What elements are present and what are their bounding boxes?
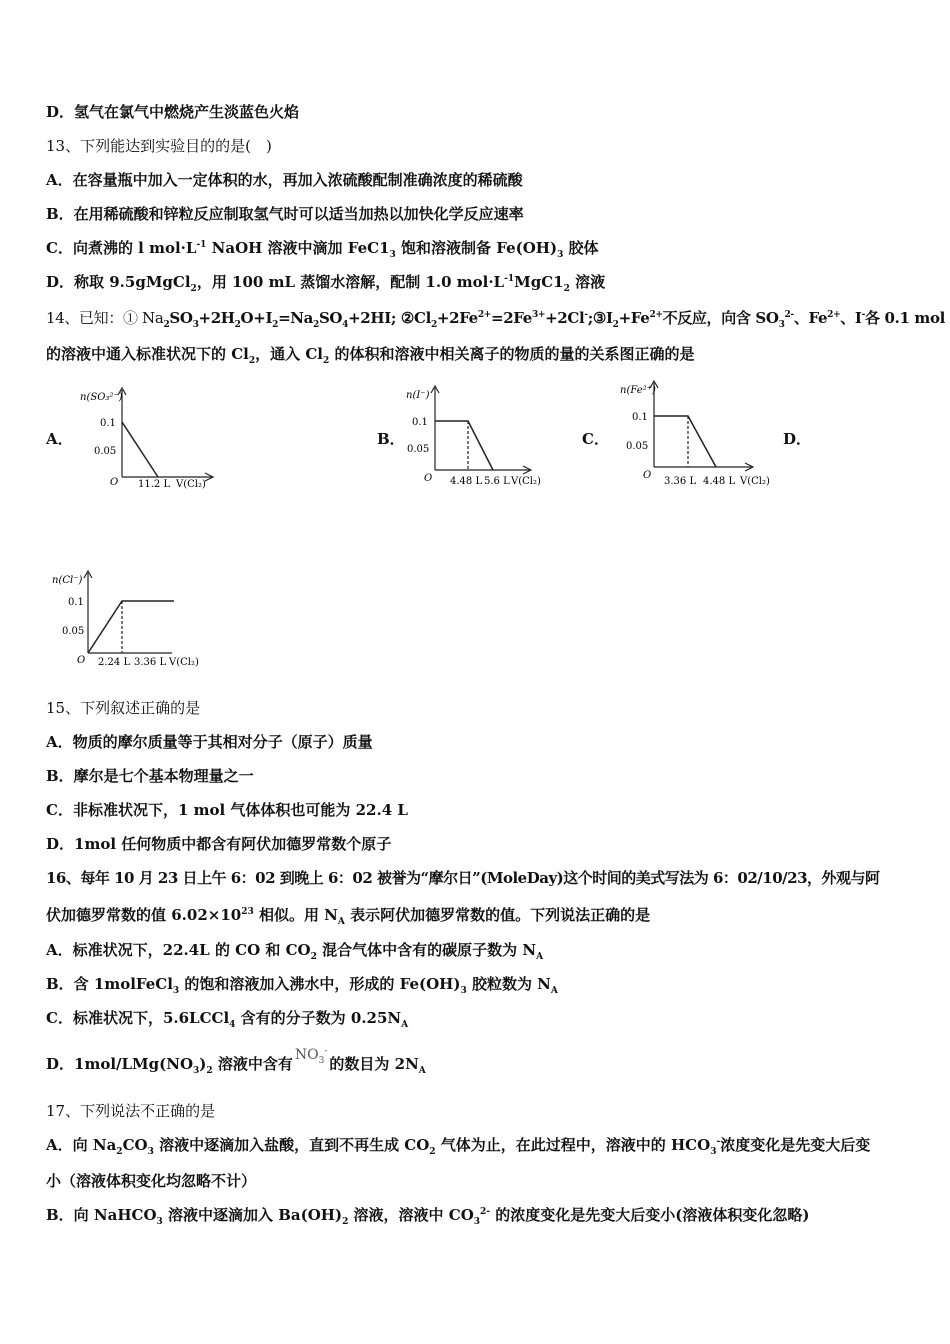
q14-option-a-label: A． — [46, 430, 73, 448]
q16-stem-line1: 16、每年 10 月 23 日上午 6：02 到晚上 6：02 被誉为“摩尔日”(MoleDay)这个时间的美式写法为 6：02/10/23，外观与阿 — [46, 869, 880, 887]
q12-option-d: D．氢气在氯气中燃烧产生淡蓝色火焰 — [46, 103, 300, 121]
q16-option-c: C．标准状况下，5.6LCCl$_4$ 含有的分子数为 $0.25N_A$ — [46, 1009, 409, 1030]
q14-option-d-label: D． — [783, 430, 812, 448]
graph-c-curve — [654, 416, 716, 467]
q17-option-b: B．向 NaHCO$_3$ 溶液中逐滴加入 $Ba(OH)_2$ 溶液，溶液中 $CO_3^{2-}$ 的浓度变化是先变大后变小(溶液体积变化忽略) — [46, 1206, 810, 1227]
graph-d-ytick-1: 0.1 — [68, 597, 84, 608]
graph-c-ytick-1: 0.1 — [632, 412, 648, 423]
graph-c-xlabel: V(Cl₂) — [740, 476, 770, 487]
q16-option-b: B．含 1molFeCl$_3$ 的饱和溶液加入沸水中，形成的 $Fe(OH)_3$ 胶粒数为 $N_A$ — [46, 975, 558, 996]
nitrate-ion-image: $NO_3^-$ — [294, 1046, 328, 1066]
graph-d-xtick-2: 3.36 L — [134, 657, 167, 668]
q17-option-a-line1: A．向 $Na_2CO_3$ 溶液中逐滴加入盐酸，直到不再生成 $CO_2$ 气体为止，在此过程中，溶液中的 $HCO_3^-$浓度变化是先变大后变 — [46, 1136, 871, 1157]
q16-stem-line2: 伏加德罗常数的值 $6.02\times 10^{23}$ 相似。用 $N_A$ 表示阿伏加德罗常数的值。下列说法正确的是 — [46, 906, 651, 927]
q14-stem-line2: 的溶液中通入标准状况下的 $Cl_2$，通入 $Cl_2$ 的体积和溶液中相关离子的物质的量的关系图正确的是 — [46, 345, 695, 366]
q13-option-b: B．在用稀硫酸和锌粒反应制取氢气时可以适当加热以加快化学反应速率 — [46, 205, 524, 223]
q15-option-a: A．物质的摩尔质量等于其相对分子（原子）质量 — [46, 733, 373, 751]
graph-a — [72, 382, 232, 494]
graph-d-origin: O — [77, 655, 86, 666]
graph-b — [398, 380, 553, 492]
graph-d-xtick-1: 2.24 L — [98, 657, 131, 668]
graph-d-ylabel: n(Cl⁻) — [52, 575, 83, 586]
graph-c — [610, 375, 780, 491]
q13-option-d: D．称取 9.5gMgCl$_2$，用 100 mL 蒸馏水溶解，配制 1.0 $mol\cdot L^{-1}MgC1_2$ 溶液 — [46, 273, 606, 294]
q15-option-b: B．摩尔是七个基本物理量之一 — [46, 767, 254, 785]
graph-a-ylabel: n(SO₃²⁻) — [80, 392, 123, 403]
graph-a-ytick-1: 0.1 — [100, 418, 116, 429]
graph-b-ylabel: n(I⁻) — [406, 390, 430, 401]
q13-option-a: A．在容量瓶中加入一定体积的水，再加入浓硫酸配制准确浓度的稀硫酸 — [46, 171, 523, 189]
q16-option-a: A．标准状况下，22.4L 的 CO 和 $CO_2$ 混合气体中含有的碳原子数为 $N_A$ — [46, 941, 544, 962]
graph-d-xlabel: V(Cl₂) — [169, 657, 199, 668]
graph-c-ytick-2: 0.05 — [626, 441, 649, 452]
graph-c-origin: O — [643, 470, 652, 481]
q13-option-c: C．向煮沸的 l $mol\cdot L^{-1}$ NaOH 溶液中滴加 $FeC1_3$ 饱和溶液制备 $Fe(OH)_3$ 胶体 — [46, 239, 599, 260]
graph-a-xlabel: V(Cl₂) — [176, 479, 206, 490]
graph-b-xlabel: V(Cl₂) — [511, 476, 541, 487]
graph-b-xtick-2: 5.6 L — [484, 476, 510, 487]
graph-a-curve — [122, 422, 158, 477]
q15-option-d: D．1mol 任何物质中都含有阿伏加德罗常数个原子 — [46, 835, 392, 853]
q17-option-a-line2: 小（溶液体积变化均忽略不计） — [46, 1172, 257, 1190]
graph-d — [46, 565, 216, 675]
graph-c-xtick-1: 3.36 L — [664, 476, 697, 487]
q14-option-b-label: B． — [377, 430, 405, 448]
graph-d-ytick-2: 0.05 — [62, 626, 85, 637]
graph-a-xtick-1: 11.2 L — [138, 479, 171, 490]
q14-stem-line1: 14、已知：① $Na_2SO_3+2H_2O+I_2=Na_2SO_4+2HI$; $②Cl_2+2Fe^{2+}=2Fe^{3+}+2Cl^-;③I_2+Fe^{2+}$不反应，向含 $SO_3^{2-}$、$Fe^{2+}$、I-各 0.1 mol — [46, 309, 945, 330]
graph-a-ytick-2: 0.05 — [94, 446, 117, 457]
q16-option-d: D．$1mol/LMg(NO_3)_2$ 溶液中含有 $NO_3^-$的数目为 $2N_A$ — [46, 1046, 426, 1076]
graph-b-ytick-1: 0.1 — [412, 417, 428, 428]
q17-stem: 17、下列说法不正确的是 — [46, 1102, 216, 1120]
q15-stem: 15、下列叙述正确的是 — [46, 699, 201, 717]
q15-option-c: C．非标准状况下，1 mol 气体体积也可能为 22.4 L — [46, 801, 408, 819]
graph-b-ytick-2: 0.05 — [407, 444, 430, 455]
graph-b-xtick-1: 4.48 L — [450, 476, 483, 487]
graph-b-origin: O — [424, 473, 433, 484]
graph-b-curve — [435, 421, 493, 470]
graph-a-origin: O — [110, 477, 119, 488]
graph-c-xtick-2: 4.48 L — [703, 476, 736, 487]
graph-d-curve — [88, 601, 174, 653]
q14-option-c-label: C． — [582, 430, 609, 448]
q13-stem: 13、下列能达到实验目的的是( ) — [46, 137, 272, 155]
graph-c-ylabel: n(Fe²⁺) — [620, 385, 656, 396]
